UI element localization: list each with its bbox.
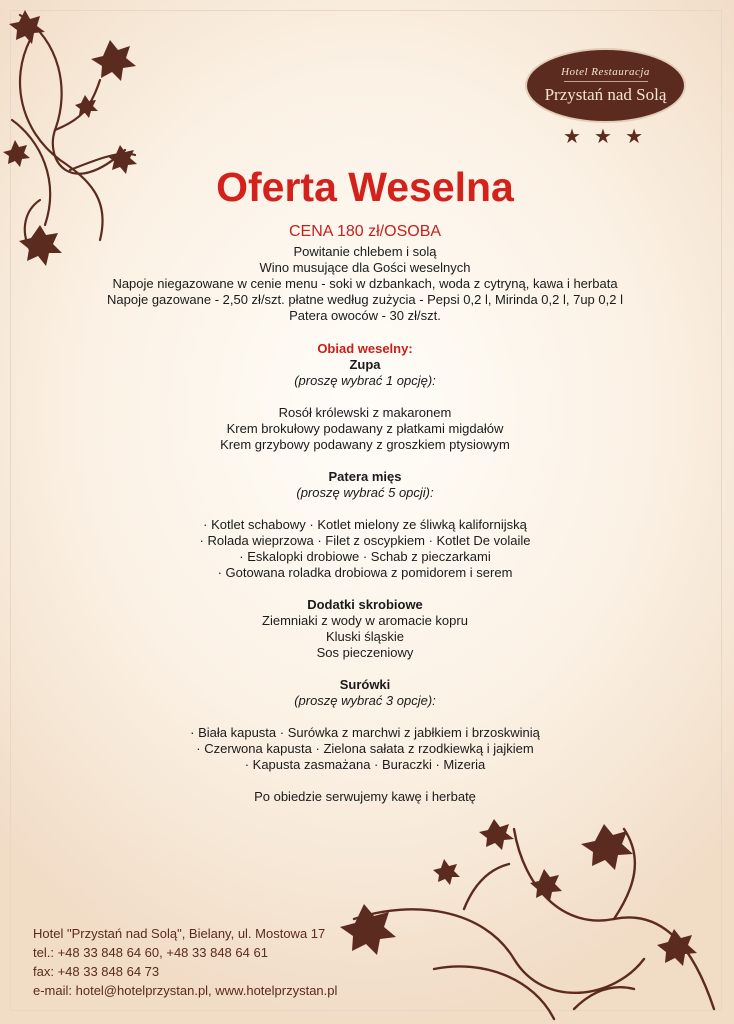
star-icon: ★ xyxy=(563,126,581,148)
logo-divider xyxy=(564,81,648,82)
logo-name: Przystań nad Solą xyxy=(544,85,667,104)
dinner-heading: Obiad weselny: xyxy=(317,341,413,356)
hotel-logo xyxy=(527,50,684,121)
meat-item: · Kotlet schabowy · Kotlet mielony ze śliwką kalifornijską xyxy=(203,517,527,532)
logo-subtitle: Hotel Restauracja xyxy=(561,66,650,78)
footer-phone: tel.: +48 33 848 64 60, +48 33 848 64 61 xyxy=(33,945,268,960)
footer-address: Hotel "Przystań nad Solą", Bielany, ul. Mostowa 17 xyxy=(33,926,326,941)
closing-note: Po obiedzie serwujemy kawę i herbatę xyxy=(254,789,476,804)
star-icon: ★ xyxy=(594,126,612,148)
intro-line: Powitanie chlebem i solą xyxy=(293,244,437,259)
footer-contact[interactable]: e-mail: hotel@hotelprzystan.pl, www.hotelprzystan.pl xyxy=(33,983,338,998)
soup-note: (proszę wybrać 1 opcję): xyxy=(294,373,436,388)
salads-note: (proszę wybrać 3 opcje): xyxy=(294,693,436,708)
soup-heading: Zupa xyxy=(349,357,381,372)
intro-line: Napoje gazowane - 2,50 zł/szt. płatne według zużycia - Pepsi 0,2 l, Mirinda 0,2 l, 7up 0,2 l xyxy=(107,292,623,307)
meat-item: · Rolada wieprzowa · Filet z oscypkiem · Kotlet De volaile xyxy=(199,533,531,548)
intro-line: Napoje niegazowane w cenie menu - soki w dzbankach, woda z cytryną, kawa i herbata xyxy=(112,276,618,291)
meat-item: · Gotowana roladka drobiowa z pomidorem i serem xyxy=(217,565,513,580)
meat-note: (proszę wybrać 5 opcji): xyxy=(296,485,434,500)
star-icon: ★ xyxy=(625,126,643,148)
soup-item: Rosół królewski z makaronem xyxy=(278,405,452,420)
starch-heading: Dodatki skrobiowe xyxy=(307,597,423,612)
starch-item: Kluski śląskie xyxy=(325,629,405,644)
offer-content xyxy=(90,162,640,805)
price-per-person: CENA 180 zł/OSOBA xyxy=(288,223,442,240)
soup-item: Krem brokułowy podawany z płatkami migdałów xyxy=(226,421,504,436)
intro-line: Wino musujące dla Gości weselnych xyxy=(259,260,471,275)
salads-heading: Surówki xyxy=(339,677,391,692)
contact-footer xyxy=(33,924,353,1000)
floral-ornament-bottom-right xyxy=(314,809,734,1024)
salad-item: · Biała kapusta · Surówka z marchwi z jabłkiem i brzoskwinią xyxy=(190,725,540,740)
footer-fax: fax: +48 33 848 64 73 xyxy=(33,964,160,979)
page-title: Oferta Weselna xyxy=(216,164,514,210)
meat-item: · Eskalopki drobiowe · Schab z pieczarkami xyxy=(239,549,491,564)
soup-item: Krem grzybowy podawany z groszkiem ptysiowym xyxy=(220,437,510,452)
starch-item: Ziemniaki z wody w aromacie kopru xyxy=(262,613,468,628)
salad-item: · Kapusta zasmażana · Buraczki · Mizeria xyxy=(244,757,486,772)
salad-item: · Czerwona kapusta · Zielona sałata z rzodkiewką i jajkiem xyxy=(196,741,534,756)
starch-item: Sos pieczeniowy xyxy=(316,645,414,660)
meat-heading: Patera mięs xyxy=(328,469,402,484)
hotel-rating-stars xyxy=(563,127,643,147)
intro-line: Patera owoców - 30 zł/szt. xyxy=(289,308,441,323)
